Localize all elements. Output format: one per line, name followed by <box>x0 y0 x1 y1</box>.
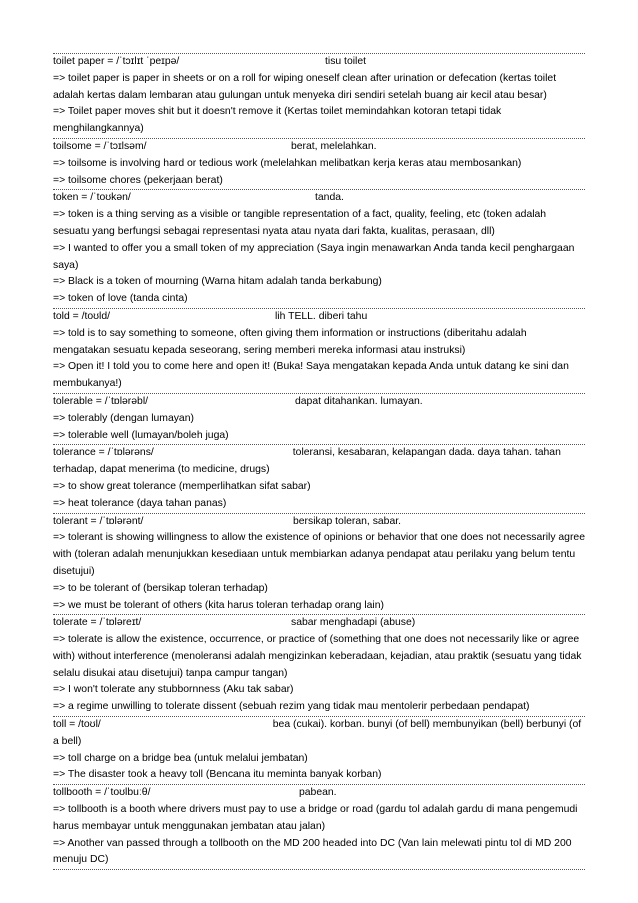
entry-header <box>53 785 585 802</box>
entry-example: => Toilet paper moves shit but it doesn't remove it (Kertas toilet memindahkan kotoran tetapi tidak menghilangkannya) <box>53 106 502 135</box>
entry-example: => to show great tolerance (memperlihatkan sifat sabar) <box>53 480 311 492</box>
dictionary-entry <box>53 53 585 138</box>
entry-term: tolerant = /ˈtɒlərənt/ <box>53 515 144 527</box>
entry-header <box>53 54 585 71</box>
dictionary-entry <box>53 138 585 189</box>
entry-term: toll = /toʊl/ <box>53 719 101 731</box>
entry-term: toilsome = /ˈtɔɪlsəm/ <box>53 140 147 152</box>
entry-term: tolerance = /ˈtɒlərəns/ <box>53 447 154 459</box>
entry-example: => I wanted to offer you a small token of my appreciation (Saya ingin menawarkan Anda tanda kecil penghargaan saya) <box>53 242 575 271</box>
entry-example: => told is to say something to someone, often giving them information or instructions (diberitahu adalah mengatakan sesuatu kepada seseorang, sering memberi mereka informasi atau instruksi) <box>53 327 527 356</box>
entry-example: => Open it! I told you to come here and open it! (Buka! Saya mengatakan kepada Anda untuk datang ke sini dan membukanya!) <box>53 361 569 390</box>
entry-meaning: tanda. <box>315 192 344 204</box>
dictionary-entry <box>53 444 585 512</box>
dictionary-entry <box>53 716 585 784</box>
entry-example: => The disaster took a heavy toll (Bencana itu meminta banyak korban) <box>53 769 382 781</box>
dictionary-entry <box>53 784 585 870</box>
entry-example: => tolerate is allow the existence, occurrence, or practice of (something that one does not necessarily like or agree with) without interference (menoleransi adalah mengizinkan keberadaan, kejadian, atau praktik (sesuatu yang tidak selalu disukai atau disetujui) tanpa campur tangan) <box>53 634 582 679</box>
entry-example: => toilsome is involving hard or tedious work (melelahkan melibatkan kerja keras atau membosankan) <box>53 157 522 169</box>
entry-example: => Another van passed through a tollbooth on the MD 200 headed into DC (Van lain melewati pintu tol di MD 200 menuju DC) <box>53 837 572 866</box>
entry-meaning: toleransi, kesabaran, kelapangan dada. daya tahan. tahan terhadap, dapat menerima (to medicine, drugs) <box>53 447 561 476</box>
dictionary-entry <box>53 513 585 615</box>
entry-header <box>53 615 585 632</box>
entry-header <box>53 139 585 156</box>
entry-meaning: pabean. <box>299 787 337 799</box>
entry-example: => a regime unwilling to tolerate dissent (sebuah rezim yang tidak mau mentolerir perbedaan pendapat) <box>53 701 530 713</box>
entry-example: => toilsome chores (pekerjaan berat) <box>53 174 223 186</box>
entry-example: => tolerant is showing willingness to allow the existence of opinions or behavior that one does not necessarily agree with (toleran adalah menunjukkan kesediaan untuk membiarkan adanya pendapat atau perilaku yang belum tentu disetujui) <box>53 532 585 577</box>
entry-term: told = /toʊld/ <box>53 310 111 322</box>
entry-term: tolerate = /ˈtɒləreɪt/ <box>53 617 142 629</box>
entry-meaning: lih TELL. diberi tahu <box>275 310 368 322</box>
entry-term: toilet paper = /ˈtɔɪlɪt ˈpeɪpə/ <box>53 56 180 67</box>
entry-header <box>53 717 585 751</box>
entry-header <box>53 514 585 531</box>
entry-meaning: tisu toilet <box>325 56 367 67</box>
entry-example: => token is a thing serving as a visible or tangible representation of a fact, quality, feeling, etc (token adalah sesuatu yang berfungsi sebagai representasi nyata atau nyata dari fakta, kualitas, perasaan, dll) <box>53 209 547 237</box>
entry-term: token = /ˈtoʊkən/ <box>53 192 131 204</box>
entry-example: => heat tolerance (daya tahan panas) <box>53 497 227 509</box>
entry-header <box>53 394 585 411</box>
entry-example: => tolerably (dengan lumayan) <box>53 412 194 424</box>
entry-term: tolerable = /ˈtɒlərəbl/ <box>53 395 149 407</box>
entry-example: => I won't tolerate any stubbornness (Aku tak sabar) <box>53 684 294 696</box>
entry-example: => token of love (tanda cinta) <box>53 293 188 305</box>
entry-meaning: dapat ditahankan. lumayan. <box>295 395 423 407</box>
entry-example: => we must be tolerant of others (kita harus toleran terhadap orang lain) <box>53 599 384 611</box>
entry-header <box>53 445 585 479</box>
entry-example: => to be tolerant of (bersikap toleran terhadap) <box>53 582 268 594</box>
entry-meaning: bersikap toleran, sabar. <box>293 515 402 527</box>
entry-example: => Black is a token of mourning (Warna hitam adalah tanda berkabung) <box>53 276 382 288</box>
dictionary-entry <box>53 614 585 716</box>
dictionary-entry <box>53 189 585 308</box>
entry-meaning: bea (cukai). korban. bunyi (of bell) membunyikan (bell) berbunyi (of a bell) <box>53 719 582 747</box>
dictionary-page <box>53 53 585 870</box>
entry-meaning: berat, melelahkan. <box>291 140 377 152</box>
dictionary-entry <box>53 393 585 444</box>
entry-header <box>53 190 585 207</box>
dictionary-entry <box>53 308 585 393</box>
entry-header <box>53 309 585 326</box>
entry-example: => tollbooth is a booth where drivers must pay to use a bridge or road (gardu tol adalah gardu di mana pengemudi harus membayar untuk menggunakan jembatan atau jalan) <box>53 804 578 832</box>
entry-example: => toilet paper is paper in sheets or on a roll for wiping oneself clean after urination or defecation (kertas toilet adalah kertas dalam lembaran atau gulungan untuk menyeka diri sendiri setelah buang air kecil atau besar) <box>53 72 557 101</box>
entry-example: => tolerable well (lumayan/boleh juga) <box>53 429 229 441</box>
entry-example: => toll charge on a bridge bea (untuk melalui jembatan) <box>53 752 308 764</box>
entry-meaning: sabar menghadapi (abuse) <box>291 617 416 629</box>
entry-term: tollbooth = /ˈtoʊlbuːθ/ <box>53 787 151 799</box>
